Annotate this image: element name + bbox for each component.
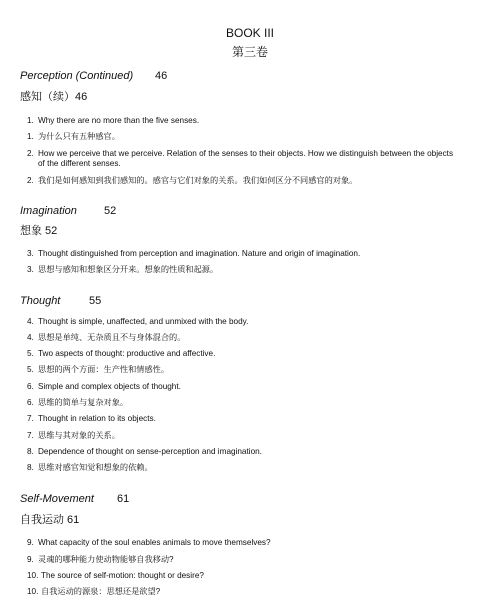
section-heading-perception bbox=[20, 70, 167, 82]
section-heading-cn: 感知（续）46 bbox=[20, 91, 88, 103]
book-title-en: BOOK III bbox=[225, 26, 274, 40]
list-item: 5. Two aspects of thought: productive and affective. bbox=[27, 349, 216, 358]
list-item: 9. 灵魂的哪种能力使动物能够自我移动? bbox=[27, 555, 174, 564]
section-heading-cn: 自我运动 61 bbox=[20, 514, 80, 526]
list-item: 2. How we perceive that we perceive. Relation of the senses to their objects. How we distinguish between the objects of the different senses. bbox=[27, 149, 454, 168]
section-page: 55 bbox=[89, 295, 102, 307]
book-title-cn: 第三卷 bbox=[231, 45, 268, 59]
list-item: 3. Thought distinguished from perception and imagination. Nature and origin of imagination. bbox=[27, 249, 361, 258]
section-page: 46 bbox=[155, 70, 168, 82]
list-item: 8. 思维对感官知觉和想象的依赖。 bbox=[27, 463, 153, 472]
list-item: 7. 思维与其对象的关系。 bbox=[27, 431, 120, 440]
section-page: 52 bbox=[104, 205, 117, 217]
list-item: 6. Simple and complex objects of thought. bbox=[27, 382, 181, 391]
list-item: 10. 自我运动的源泉：思想还是欲望? bbox=[27, 587, 161, 596]
list-item: 9. What capacity of the soul enables animals to move themselves? bbox=[27, 538, 271, 547]
section-heading-self-movement bbox=[20, 493, 129, 505]
list-item: 8. Dependence of thought on sense-perception and imagination. bbox=[27, 447, 262, 456]
section-page: 61 bbox=[117, 493, 130, 505]
section-name: Imagination bbox=[20, 205, 77, 217]
list-item: 4. 思想是单纯、无杂质且不与身体混合的。 bbox=[27, 333, 186, 342]
list-item: 4. Thought is simple, unaffected, and unmixed with the body. bbox=[27, 317, 249, 326]
list-item: 2. 我们是如何感知到我们感知的。感官与它们对象的关系。我们如何区分不同感官的对象。 bbox=[27, 176, 358, 185]
section-heading-thought bbox=[20, 295, 101, 307]
list-item: 5. 思想的两个方面：生产性和情感性。 bbox=[27, 365, 170, 374]
section-name: Perception (Continued) bbox=[20, 70, 134, 82]
list-item: 1. Why there are no more than the five senses. bbox=[27, 116, 200, 125]
section-heading-cn: 想象 52 bbox=[20, 225, 58, 237]
list-item: 7. Thought in relation to its objects. bbox=[27, 414, 156, 423]
list-item: 6. 思维的简单与复杂对象。 bbox=[27, 398, 129, 407]
section-heading-imagination bbox=[20, 205, 116, 217]
section-name: Thought bbox=[20, 295, 61, 307]
list-item: 3. 思想与感知和想象区分开来。想象的性质和起源。 bbox=[27, 265, 219, 274]
list-item: 10. The source of self-motion: thought or desire? bbox=[27, 571, 204, 580]
list-item: 1. 为什么只有五种感官。 bbox=[27, 132, 120, 141]
list-item-continuation: of the different senses. bbox=[38, 159, 121, 168]
section-name: Self-Movement bbox=[20, 493, 94, 505]
